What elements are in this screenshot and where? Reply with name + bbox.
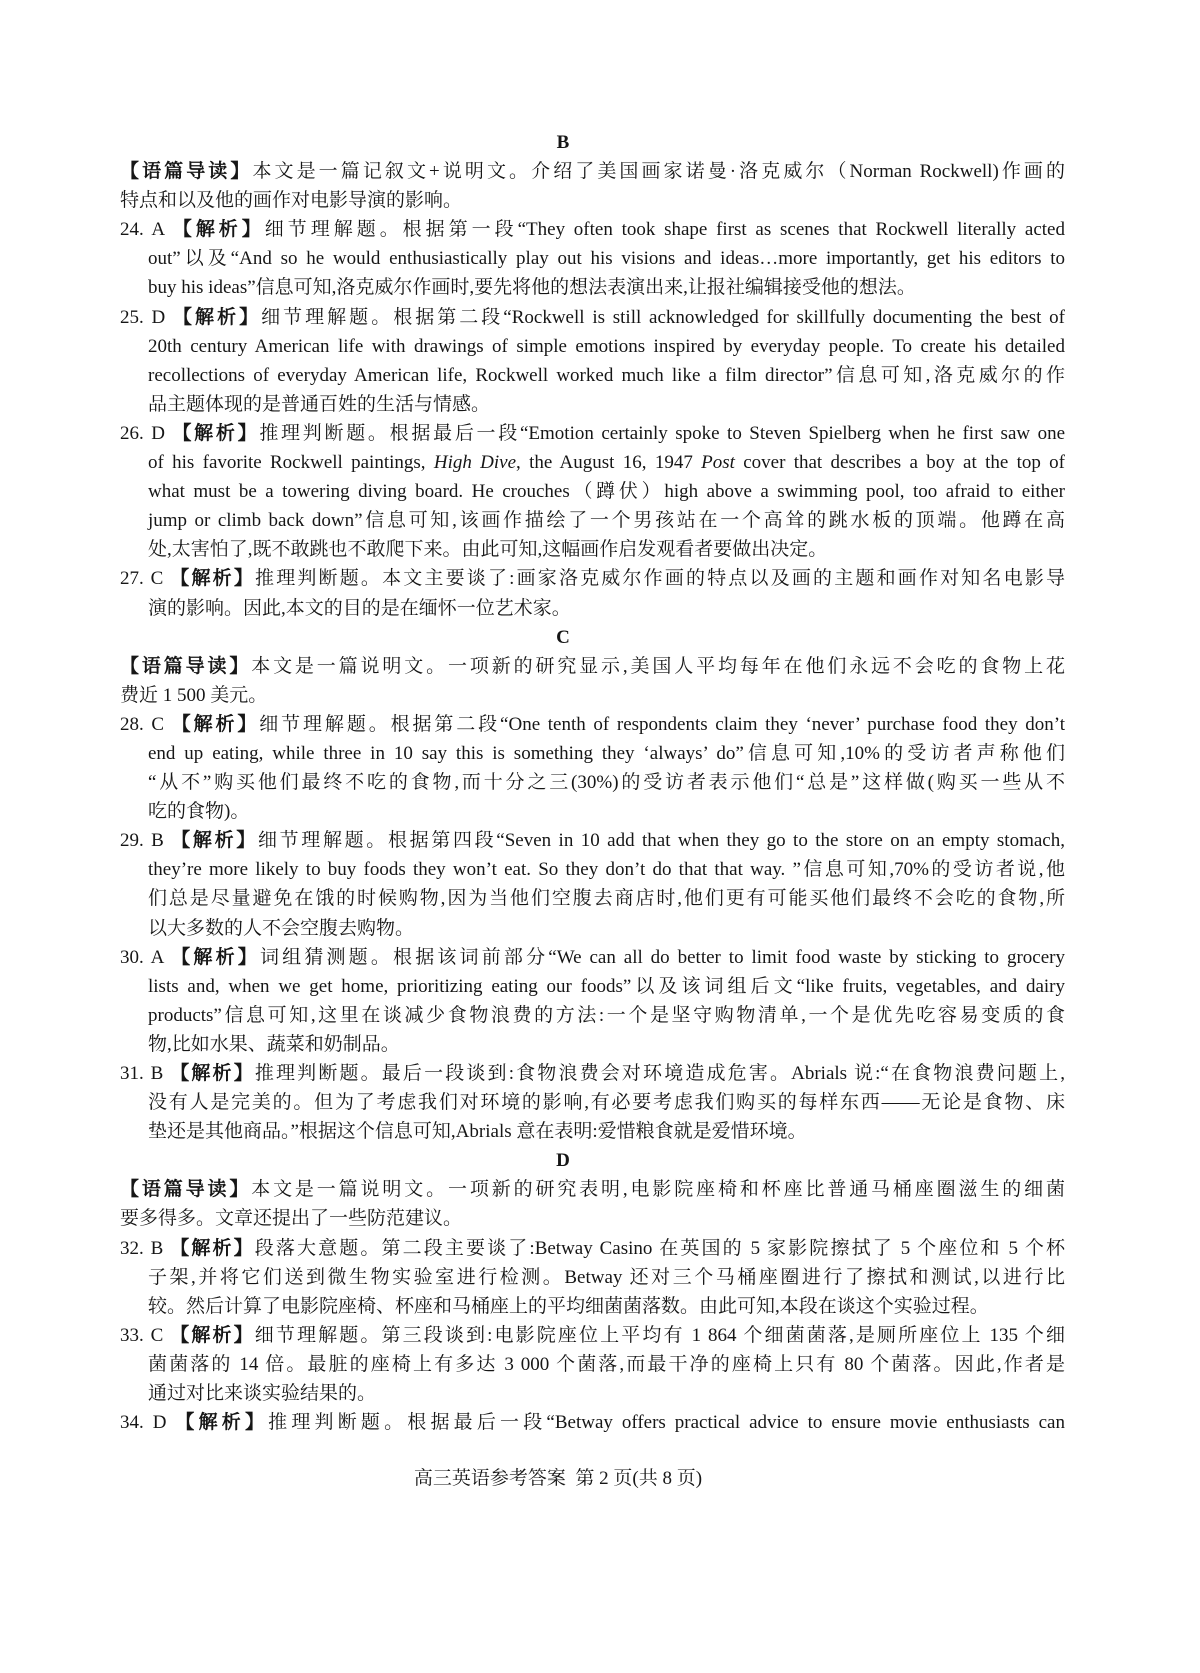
- analysis-line: [120, 826, 1065, 855]
- line-text: 通过对比来谈实验结果的。: [148, 1383, 377, 1405]
- analysis-label: 【解析】: [172, 219, 265, 241]
- analysis-line: [120, 1263, 1065, 1292]
- line-text: 子架,并将它们送到微生物实验室进行检测。Betway 还对三个马桶座圈进行了擦拭和测试,以进行比: [148, 1266, 1065, 1288]
- analysis-line: [120, 739, 1065, 768]
- analysis-line: [120, 710, 1065, 739]
- line-text: 物,比如水果、蔬菜和奶制品。: [148, 1033, 400, 1055]
- intro-line: [120, 157, 1065, 186]
- line-text: 演的影响。因此,本文的目的是在缅怀一位艺术家。: [148, 597, 571, 619]
- line-text: 特点和以及他的画作对电影导演的影响。: [120, 190, 463, 212]
- answer-item-24: [120, 215, 1065, 302]
- line-text: 推理判断题。根据最后一段“Betway offers practical advice to ensure movie enthusiasts can: [268, 1412, 1065, 1434]
- line-text: cover that describes a boy at the top of: [734, 452, 1066, 474]
- analysis-line: [120, 914, 1065, 943]
- analysis-line: [120, 448, 1065, 477]
- line-text: out”以及“And so he would enthusiastically play out his visions and ideas…more importantly, get his editors to: [148, 248, 1065, 270]
- line-text: 菌菌落的 14 倍。最脏的座椅上有多达 3 000 个菌落,而最干净的座椅上只有 80 个菌落。因此,作者是: [148, 1353, 1065, 1375]
- section-c: [120, 623, 1065, 1147]
- question-number-answer: 29. B: [120, 830, 164, 852]
- reading-guide-label: 【语篇导读】: [120, 1179, 252, 1201]
- analysis-line: [120, 332, 1065, 361]
- line-text: 细节理解题。第三段谈到:电影院座位上平均有 1 864 个细菌菌落,是厕所座位上 135 个细: [254, 1324, 1065, 1346]
- line-text: 品主题体现的是普通百姓的生活与情感。: [148, 393, 491, 415]
- line-text: 推理判断题。本文主要谈了:画家洛克威尔作画的特点以及画的主题和画作对知名电影导: [255, 568, 1066, 590]
- analysis-line: [120, 594, 1065, 623]
- line-text: 20th century American life with drawings of simple emotions inspired by everyday people. To create his detailed: [148, 335, 1065, 357]
- analysis-label: 【解析】: [175, 1412, 269, 1434]
- line-text: of his favorite Rockwell paintings,: [148, 452, 434, 474]
- line-text: 垫还是其他商品。”根据这个信息可知,Abrials 意在表明:爱惜粮食就是爱惜环境。: [148, 1121, 807, 1143]
- analysis-line: [120, 244, 1065, 273]
- line-text: jump or climb back down”信息可知,该画作描绘了一个男孩站在一个高耸的跳水板的顶端。他蹲在高: [148, 510, 1065, 532]
- answer-item-34: [120, 1408, 1065, 1437]
- analysis-line: [120, 1117, 1065, 1146]
- reading-guide: [120, 1175, 1065, 1233]
- question-number-answer: 32. B: [120, 1237, 164, 1259]
- answer-item-31: [120, 1059, 1065, 1146]
- line-text: recollections of everyday American life, Rockwell worked much like a film director”信息可知,洛克威尔的作: [148, 364, 1065, 386]
- analysis-line: [120, 361, 1065, 390]
- section-d: [120, 1146, 1065, 1437]
- question-number-answer: 33. C: [120, 1324, 164, 1346]
- line-text: 要多得多。文章还提出了一些防范建议。: [120, 1208, 463, 1230]
- line-text: what must be a towering diving board. He crouches（蹲伏）high above a swimming pool, too afraid to either: [148, 481, 1065, 503]
- intro-line: [120, 681, 1065, 710]
- line-text: 推理判断题。最后一段谈到:食物浪费会对环境造成危害。Abrials 说:“在食物浪费问题上,: [254, 1063, 1065, 1084]
- line-text: 费近 1 500 美元。: [120, 684, 268, 706]
- line-text: 本文是一篇记叙文+说明文。介绍了美国画家诺曼·洛克威尔（Norman Rockwell)作画的: [252, 161, 1065, 183]
- section-b: [120, 128, 1065, 623]
- answer-item-26: [120, 419, 1065, 564]
- line-text: 细节理解题。根据第一段“They often took shape first as scenes that Rockwell literally acted: [264, 219, 1065, 241]
- analysis-label: 【解析】: [170, 1063, 255, 1084]
- analysis-line: [120, 506, 1065, 535]
- section-heading: D: [556, 1150, 570, 1172]
- analysis-line: [120, 884, 1065, 913]
- intro-line: [120, 1204, 1065, 1233]
- question-number-answer: 34. D: [120, 1412, 167, 1434]
- analysis-line: [120, 1321, 1065, 1350]
- analysis-line: [120, 1350, 1065, 1379]
- answer-item-29: [120, 826, 1065, 942]
- analysis-line: [120, 1292, 1065, 1321]
- analysis-label: 【解析】: [171, 713, 260, 735]
- line-text: 处,太害怕了,既不敢跳也不敢爬下来。由此可知,这幅画作启发观看者要做出决定。: [148, 539, 828, 561]
- analysis-line: [120, 1234, 1065, 1263]
- analysis-label: 【解析】: [170, 1237, 255, 1259]
- line-text: 推理判断题。根据最后一段“Emotion certainly spoke to Steven Spielberg when he first saw one: [259, 422, 1065, 444]
- line-text: 们总是尽量避免在饿的时候购物,因为当他们空腹去商店时,他们更有可能买他们最终不会吃的食物,所: [148, 888, 1065, 910]
- analysis-line: [120, 419, 1065, 448]
- question-number-answer: 31. B: [120, 1063, 164, 1084]
- line-text: “从不”购买他们最终不吃的食物,而十分之三(30%)的受访者表示他们“总是”这样做(购买一些从不: [148, 772, 1065, 794]
- analysis-line: [120, 1001, 1065, 1030]
- reading-guide: [120, 157, 1065, 215]
- analysis-label: 【解析】: [170, 568, 256, 590]
- line-text: 没有人是完美的。但为了考虑我们对环境的影响,有必要考虑我们购买的每样东西——无论是食物、床: [148, 1092, 1065, 1114]
- question-number-answer: 25. D: [120, 306, 166, 328]
- question-number-answer: 27. C: [120, 568, 164, 590]
- section-heading: C: [556, 626, 570, 648]
- reading-guide: [120, 652, 1065, 710]
- line-text: 细节理解题。根据第二段“Rockwell is still acknowledged for skillfully documenting the best of: [261, 306, 1065, 328]
- analysis-line: [120, 390, 1065, 419]
- reading-guide-label: 【语篇导读】: [120, 161, 253, 183]
- line-text: 较。然后计算了电影院座椅、杯座和马桶座上的平均细菌菌落数。由此可知,本段在谈这个实验过程。: [148, 1295, 989, 1317]
- italic-title: Post: [701, 452, 735, 474]
- analysis-line: [120, 1379, 1065, 1408]
- analysis-line: [120, 273, 1065, 302]
- question-number-answer: 24. A: [120, 219, 165, 241]
- analysis-line: [120, 855, 1065, 884]
- line-text: products”信息可知,这里在谈减少食物浪费的方法:一个是坚守购物清单,一个是优先吃容易变质的食: [148, 1004, 1065, 1026]
- answer-item-30: [120, 943, 1065, 1059]
- analysis-line: [120, 303, 1065, 332]
- answer-content: [120, 128, 1065, 1437]
- question-number-answer: 26. D: [120, 422, 165, 444]
- line-text: 本文是一篇说明文。一项新的研究表明,电影院座椅和杯座比普通马桶座圈滋生的细菌: [251, 1179, 1065, 1201]
- line-text: 细节理解题。根据第二段“One tenth of respondents claim they ‘never’ purchase food they don’t: [259, 713, 1065, 735]
- analysis-label: 【解析】: [170, 1324, 255, 1346]
- analysis-label: 【解析】: [171, 830, 258, 852]
- line-text: buy his ideas”信息可知,洛克威尔作画时,要先将他的想法表演出来,让报社编辑接受他的想法。: [148, 277, 916, 299]
- intro-line: [120, 1175, 1065, 1204]
- question-number-answer: 28. C: [120, 713, 165, 735]
- answer-item-25: [120, 303, 1065, 419]
- analysis-line: [120, 1088, 1065, 1117]
- intro-line: [120, 652, 1065, 681]
- analysis-line: [120, 215, 1065, 244]
- analysis-line: [120, 972, 1065, 1001]
- question-number-answer: 30. A: [120, 946, 164, 968]
- line-text: end up eating, while three in 10 say this is something they ‘always’ do”信息可知,10%的受访者声称他们: [148, 742, 1065, 764]
- analysis-line: [120, 943, 1065, 972]
- analysis-line: [120, 477, 1065, 506]
- analysis-line: [120, 1408, 1065, 1437]
- analysis-label: 【解析】: [171, 946, 260, 968]
- section-heading: B: [556, 132, 570, 153]
- analysis-line: [120, 1030, 1065, 1059]
- analysis-line: [120, 535, 1065, 564]
- analysis-label: 【解析】: [173, 306, 262, 328]
- line-text: 词组猜测题。根据该词前部分“We can all do better to limit food waste by sticking to grocery: [259, 946, 1066, 968]
- analysis-line: [120, 1059, 1065, 1088]
- analysis-line: [120, 768, 1065, 797]
- line-text: lists and, when we get home, prioritizing eating our foods”以及该词组后文“like fruits, vegetables, and dairy: [148, 975, 1065, 997]
- line-text: 细节理解题。根据第四段“Seven in 10 add that when they go to the store on an empty stomach,: [257, 830, 1065, 852]
- intro-line: [120, 186, 1065, 215]
- analysis-line: [120, 797, 1065, 826]
- answer-item-27: [120, 564, 1065, 622]
- reading-guide-label: 【语篇导读】: [120, 655, 252, 677]
- analysis-line: [120, 564, 1065, 593]
- analysis-label: 【解析】: [172, 422, 260, 444]
- line-text: 段落大意题。第二段主要谈了:Betway Casino 在英国的 5 家影院擦拭了 5 个座位和 5 个杯: [254, 1237, 1065, 1259]
- line-text: they’re more likely to buy foods they won’t eat. So they don’t do that that way. ”信息可知,70%的受访者说,他: [148, 859, 1065, 881]
- italic-title: High Dive: [433, 452, 517, 474]
- page-footer: 高三英语参考答案 第 2 页(共 8 页): [413, 1468, 703, 1489]
- line-text: 吃的食物)。: [148, 801, 250, 823]
- answer-item-32: [120, 1234, 1065, 1321]
- answer-item-28: [120, 710, 1065, 826]
- line-text: 本文是一篇说明文。一项新的研究显示,美国人平均每年在他们永远不会吃的食物上花: [251, 655, 1065, 677]
- line-text: 以大多数的人不会空腹去购物。: [148, 917, 415, 939]
- answer-item-33: [120, 1321, 1065, 1408]
- line-text: , the August 16, 1947: [516, 452, 702, 474]
